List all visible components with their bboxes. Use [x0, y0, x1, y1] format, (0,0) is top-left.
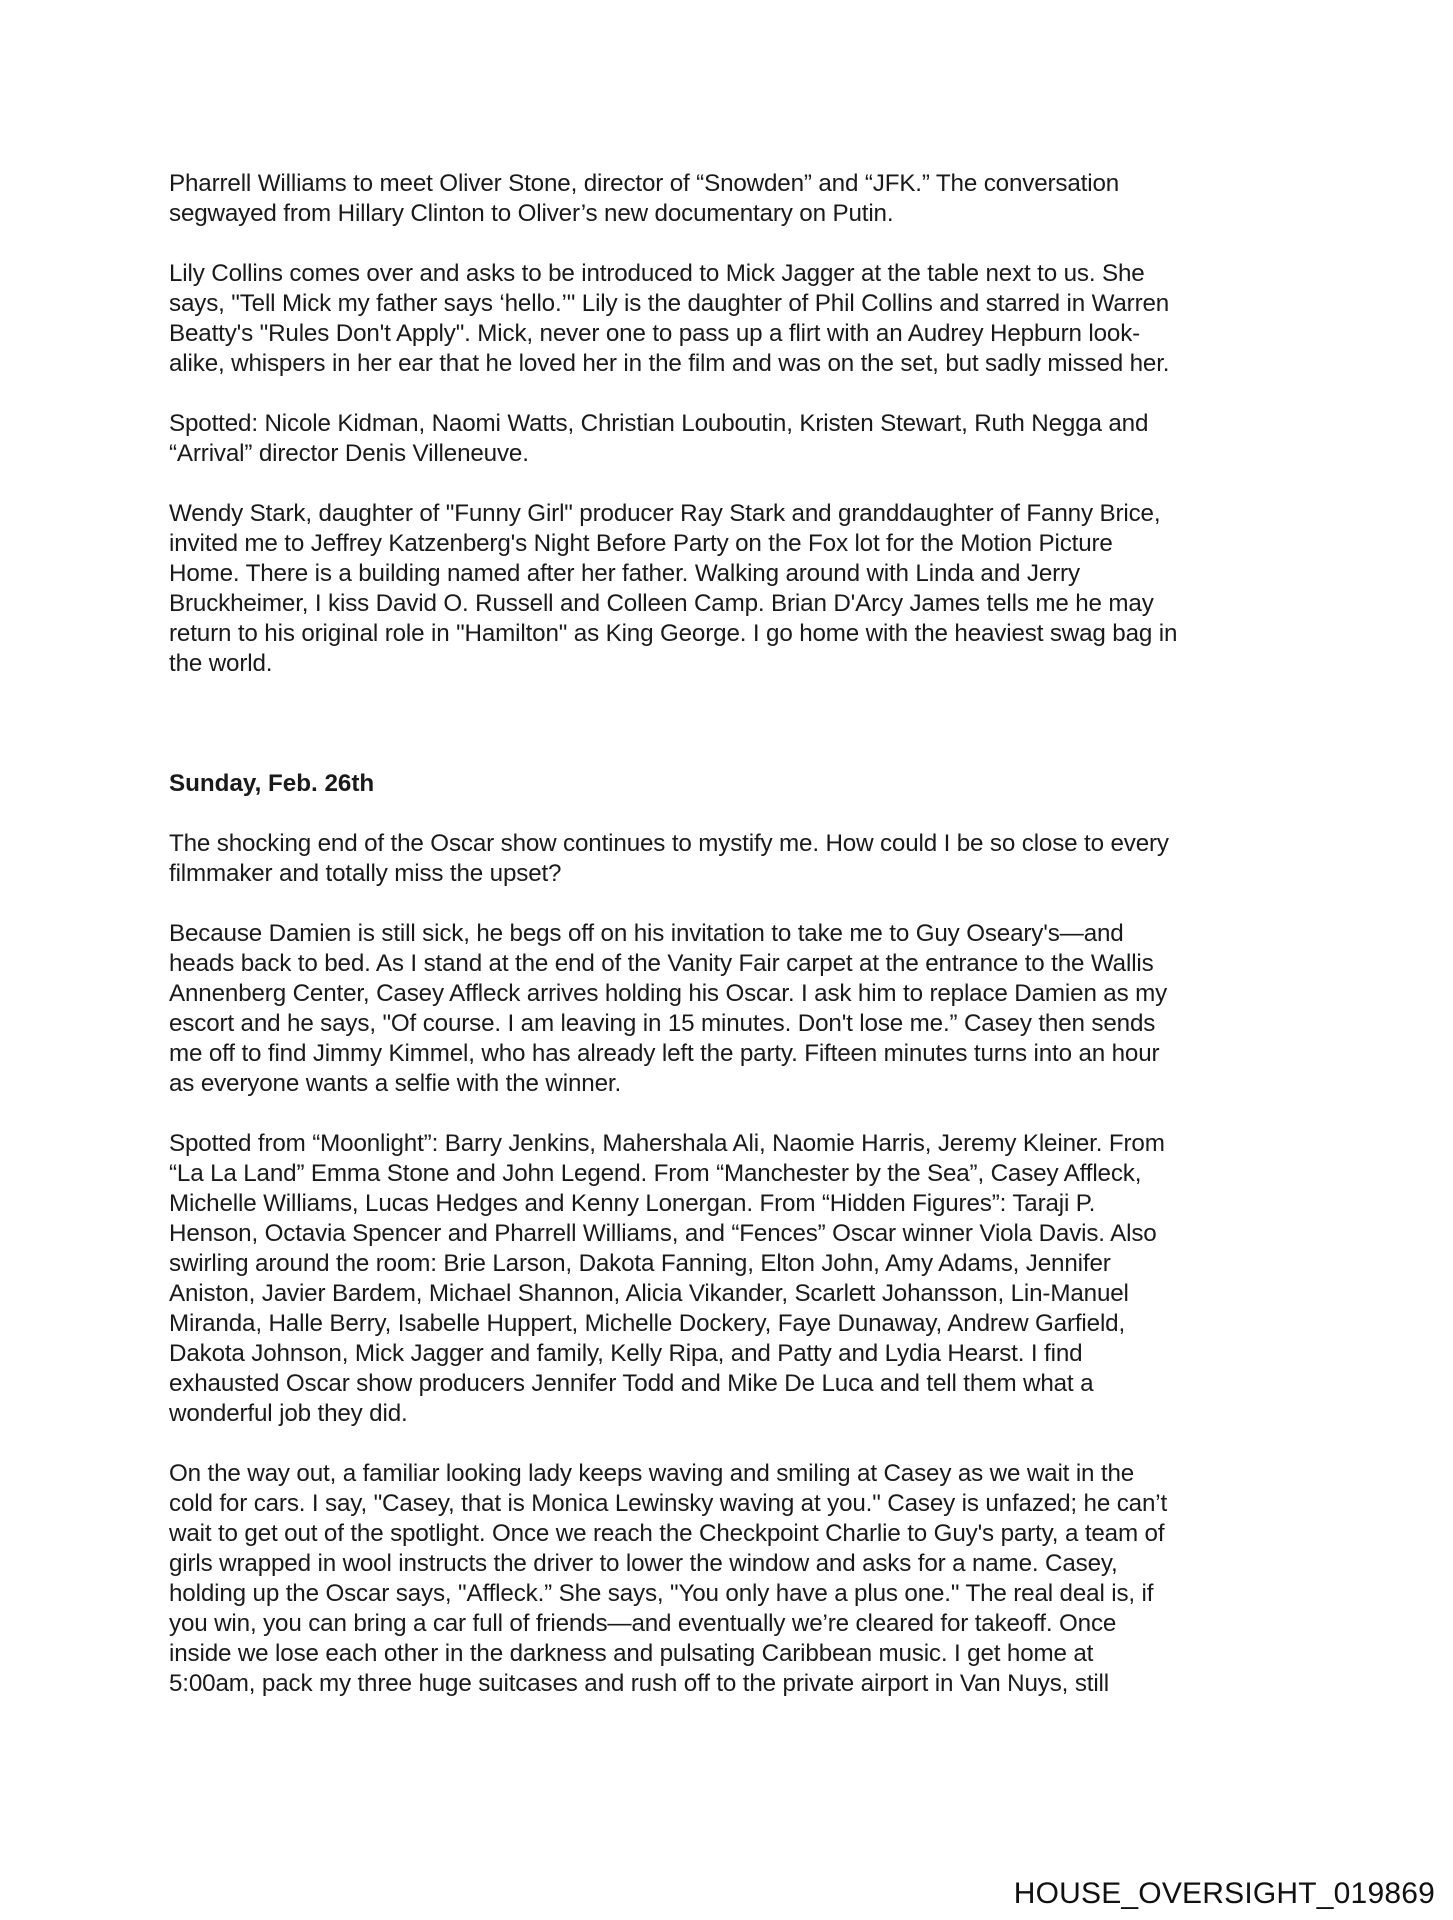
text-line: Miranda, Halle Berry, Isabelle Huppert, Michelle Dockery, Faye Dunaway, Andrew Garfield,: [169, 1310, 1126, 1337]
text-line: alike, whispers in her ear that he loved her in the film and was on the set, but sadly missed her.: [169, 350, 1170, 377]
paragraph: [169, 169, 1279, 229]
paragraph: [169, 259, 1279, 379]
text-line: Michelle Williams, Lucas Hedges and Kenny Lonergan. From “Hidden Figures”: Taraji P.: [169, 1190, 1096, 1217]
text-line: Lily Collins comes over and asks to be introduced to Mick Jagger at the table next to us. She: [169, 260, 1145, 287]
paragraph: [169, 919, 1279, 1099]
text-line: holding up the Oscar says, "Affleck.” She says, "You only have a plus one." The real deal is, if: [169, 1580, 1154, 1607]
paragraph: [169, 1129, 1279, 1429]
text-line: Wendy Stark, daughter of "Funny Girl" producer Ray Stark and granddaughter of Fanny Brice,: [169, 500, 1161, 527]
section-heading: Sunday, Feb. 26th: [169, 770, 375, 797]
top-paragraphs: [169, 169, 1279, 679]
text-line: “Arrival” director Denis Villeneuve.: [169, 440, 529, 467]
document-page: [169, 169, 1279, 1729]
text-line: exhausted Oscar show producers Jennifer Todd and Mike De Luca and tell them what a: [169, 1370, 1094, 1397]
text-line: return to his original role in "Hamilton" as King George. I go home with the heaviest swag bag in: [169, 620, 1178, 647]
paragraph: [169, 409, 1279, 469]
text-line: Dakota Johnson, Mick Jagger and family, Kelly Ripa, and Patty and Lydia Hearst. I find: [169, 1340, 1083, 1367]
text-line: inside we lose each other in the darkness and pulsating Caribbean music. I get home at: [169, 1640, 1094, 1667]
paragraph: [169, 499, 1279, 679]
text-line: filmmaker and totally miss the upset?: [169, 860, 562, 887]
text-line: heads back to bed. As I stand at the end of the Vanity Fair carpet at the entrance to the Wallis: [169, 950, 1154, 977]
text-line: Because Damien is still sick, he begs off on his invitation to take me to Guy Oseary's—and: [169, 920, 1124, 947]
text-line: The shocking end of the Oscar show continues to mystify me. How could I be so close to every: [169, 830, 1169, 857]
text-line: wonderful job they did.: [169, 1400, 408, 1427]
text-line: Aniston, Javier Bardem, Michael Shannon, Alicia Vikander, Scarlett Johansson, Lin-Manuel: [169, 1280, 1129, 1307]
section-gap: [169, 709, 1279, 769]
text-line: swirling around the room: Brie Larson, Dakota Fanning, Elton John, Amy Adams, Jennifer: [169, 1250, 1111, 1277]
text-line: invited me to Jeffrey Katzenberg's Night Before Party on the Fox lot for the Motion Picture: [169, 530, 1113, 557]
text-line: escort and he says, "Of course. I am leaving in 15 minutes. Don't lose me.” Casey then sends: [169, 1010, 1156, 1037]
text-line: says, "Tell Mick my father says ‘hello.’" Lily is the daughter of Phil Collins and starred in Warren: [169, 290, 1170, 317]
text-line: Beatty's "Rules Don't Apply". Mick, never one to pass up a flirt with an Audrey Hepburn look-: [169, 320, 1141, 347]
text-line: Pharrell Williams to meet Oliver Stone, director of “Snowden” and “JFK.” The conversation: [169, 170, 1120, 197]
text-line: Spotted: Nicole Kidman, Naomi Watts, Christian Louboutin, Kristen Stewart, Ruth Negga and: [169, 410, 1149, 437]
text-line: On the way out, a familiar looking lady keeps waving and smiling at Casey as we wait in the: [169, 1460, 1135, 1487]
section-paragraphs: [169, 829, 1279, 1699]
text-line: wait to get out of the spotlight. Once we reach the Checkpoint Charlie to Guy's party, a team of: [169, 1520, 1165, 1547]
text-line: Spotted from “Moonlight”: Barry Jenkins, Mahershala Ali, Naomie Harris, Jeremy Kleiner. From: [169, 1130, 1165, 1157]
text-line: Henson, Octavia Spencer and Pharrell Williams, and “Fences” Oscar winner Viola Davis. Also: [169, 1220, 1157, 1247]
paragraph: [169, 829, 1279, 889]
text-line: girls wrapped in wool instructs the driver to lower the window and asks for a name. Casey,: [169, 1550, 1118, 1577]
text-line: as everyone wants a selfie with the winner.: [169, 1070, 622, 1097]
text-line: Home. There is a building named after her father. Walking around with Linda and Jerry: [169, 560, 1080, 587]
text-line: the world.: [169, 650, 273, 677]
bates-stamp: HOUSE_OVERSIGHT_019869: [1013, 1877, 1435, 1910]
paragraph: [169, 1459, 1279, 1699]
text-line: 5:00am, pack my three huge suitcases and rush off to the private airport in Van Nuys, still: [169, 1670, 1110, 1697]
text-line: me off to find Jimmy Kimmel, who has already left the party. Fifteen minutes turns into an hour: [169, 1040, 1160, 1067]
text-line: Bruckheimer, I kiss David O. Russell and Colleen Camp. Brian D'Arcy James tells me he may: [169, 590, 1154, 617]
text-line: segwayed from Hillary Clinton to Oliver’s new documentary on Putin.: [169, 200, 894, 227]
text-line: you win, you can bring a car full of friends—and eventually we’re cleared for takeoff. Once: [169, 1610, 1117, 1637]
text-line: “La La Land” Emma Stone and John Legend. From “Manchester by the Sea”, Casey Affleck,: [169, 1160, 1142, 1187]
text-line: Annenberg Center, Casey Affleck arrives holding his Oscar. I ask him to replace Damien as my: [169, 980, 1168, 1007]
text-line: cold for cars. I say, "Casey, that is Monica Lewinsky waving at you." Casey is unfazed; he can’t: [169, 1490, 1168, 1517]
